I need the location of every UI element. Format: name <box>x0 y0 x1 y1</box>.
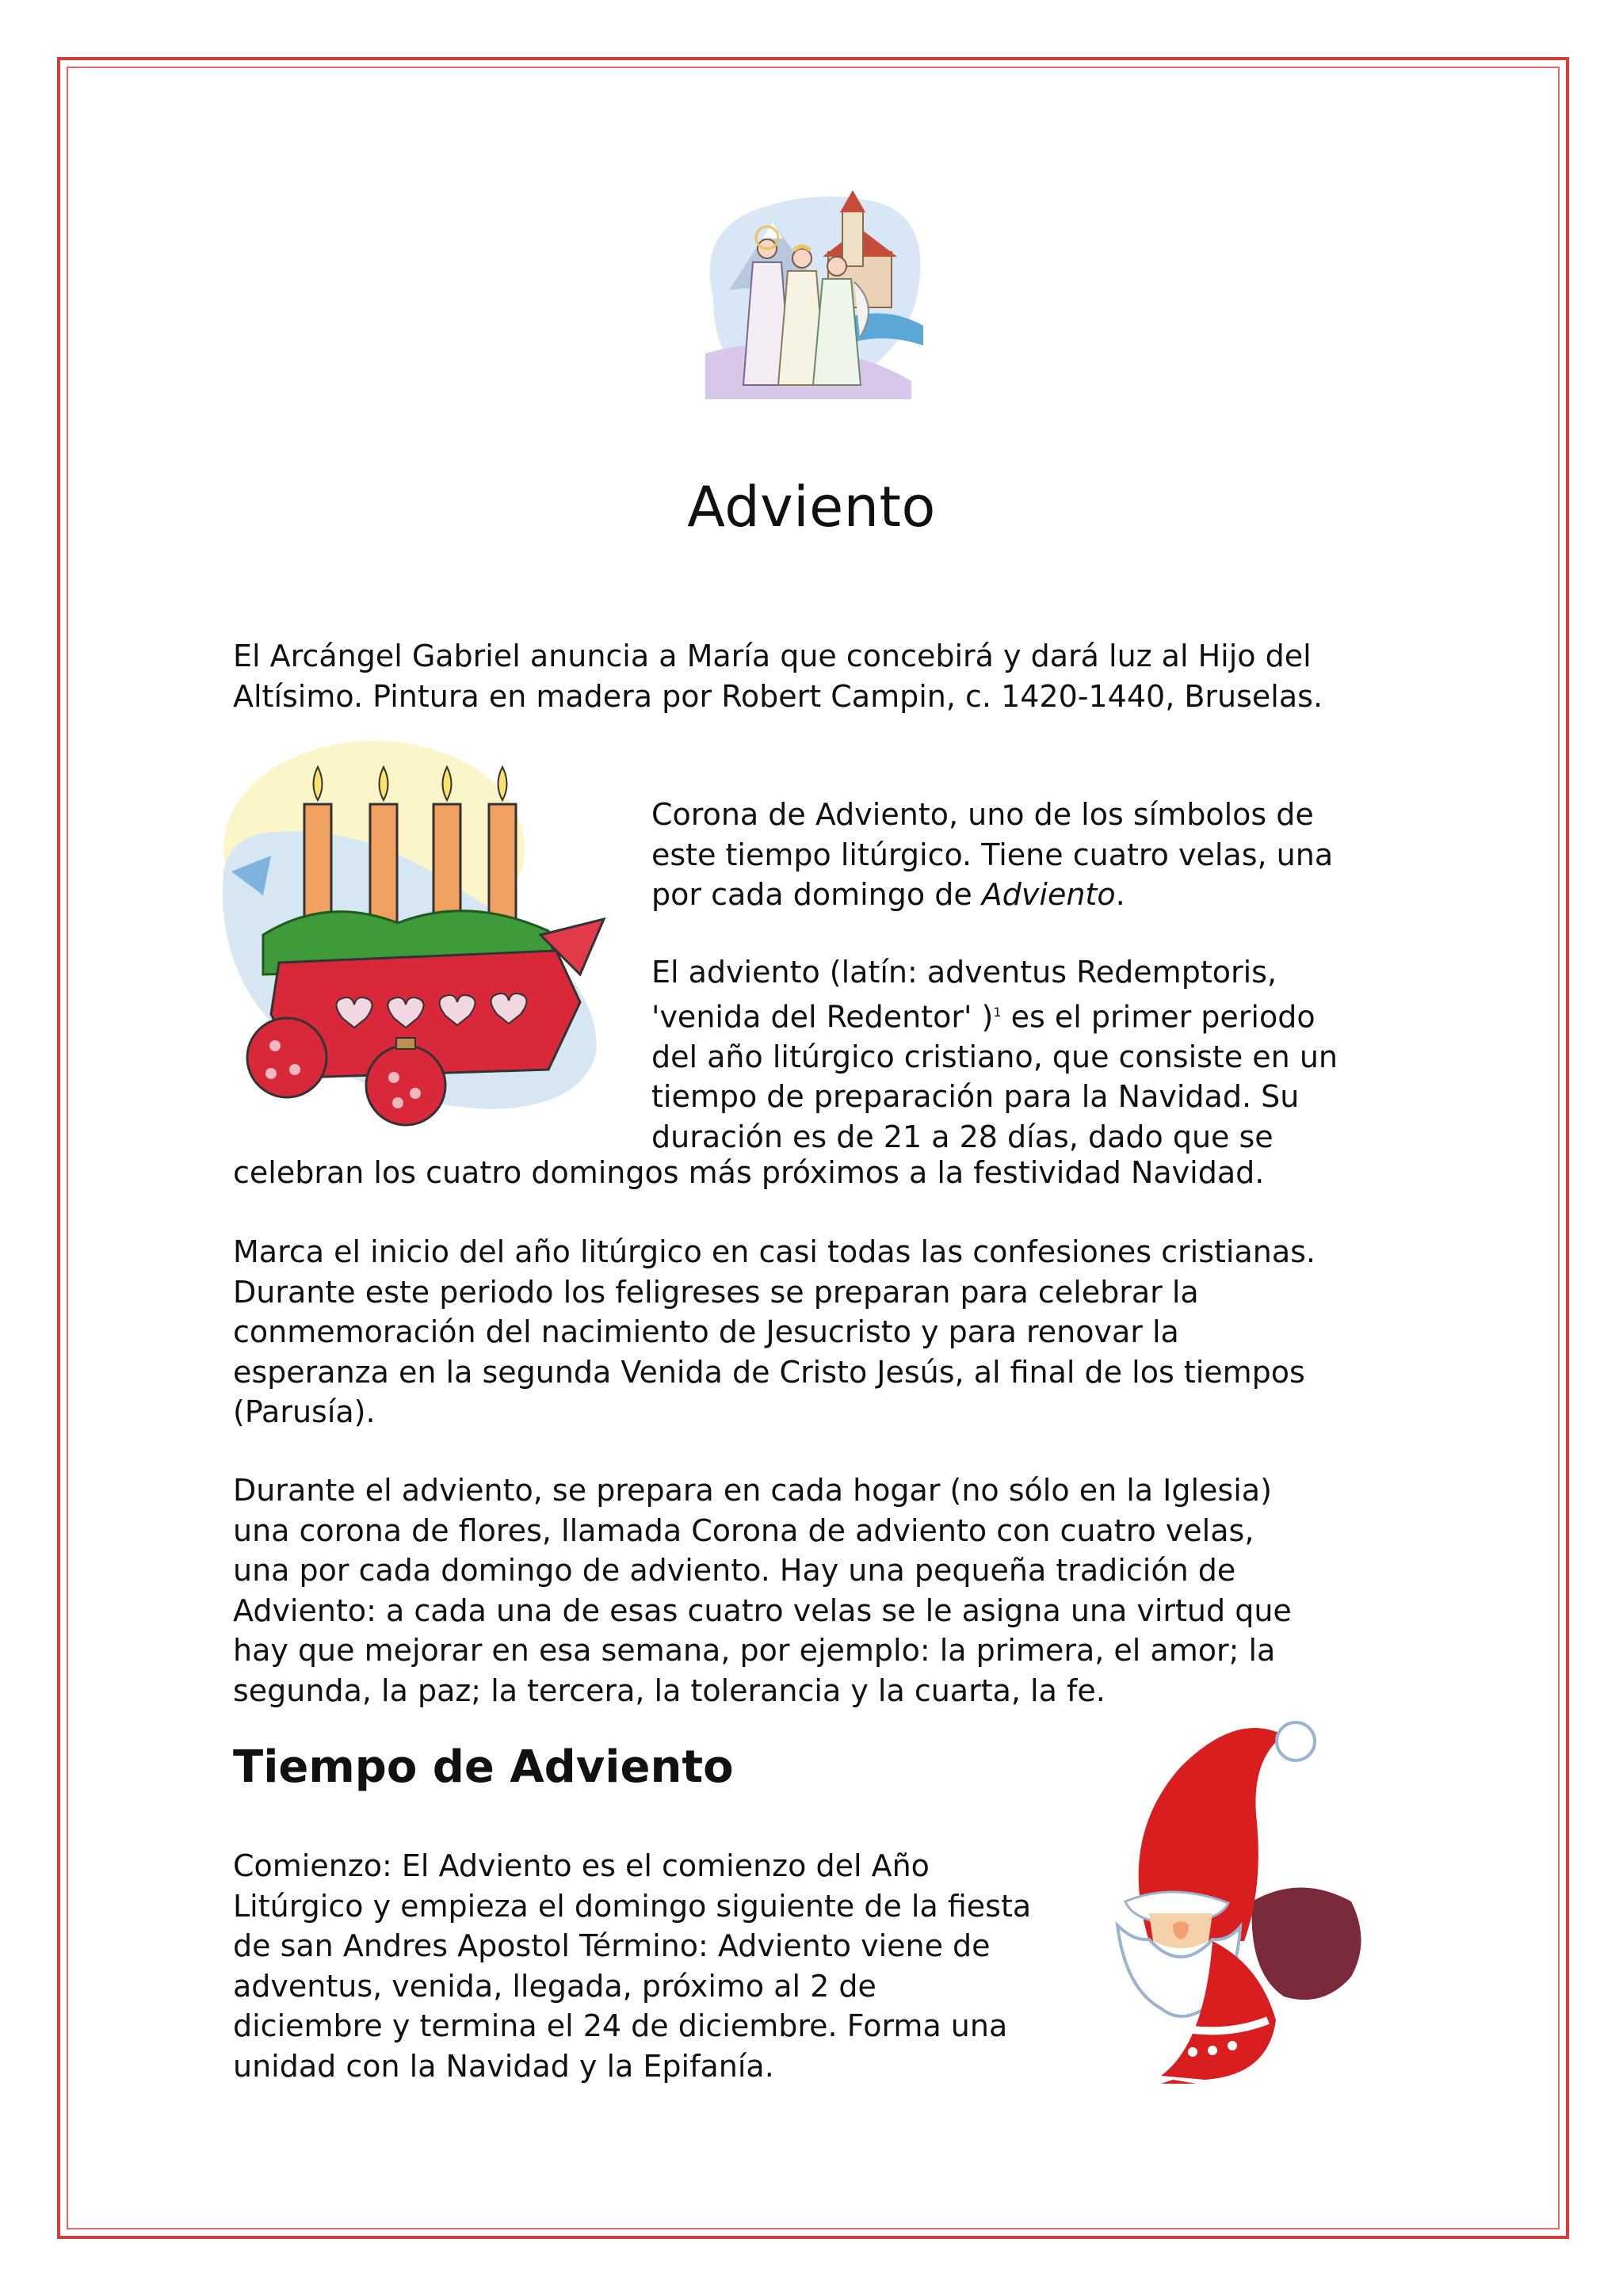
corona-paragraph <box>233 1470 1292 1711</box>
text-line: tiempo de preparación para la Navidad. Su <box>651 1079 1300 1115</box>
intro-caption <box>233 636 1323 716</box>
definition-paragraph <box>651 952 1338 1157</box>
section-heading: Tiempo de Adviento <box>233 1741 734 1793</box>
text-line: El adviento (latín: adventus Redemptoris, <box>651 955 1277 990</box>
text-line: celebran los cuatro domingos más próximos a la festividad Navidad. <box>233 1155 1265 1190</box>
text-line: El Arcángel Gabriel anuncia a María que concebirá y dará luz al Hijo del <box>233 639 1312 673</box>
text-line: Marca el inicio del año litúrgico en casi todas las confesiones cristianas. <box>233 1234 1316 1269</box>
text-line: duración es de 21 a 28 días, dado que se <box>651 1119 1274 1154</box>
text-line: Litúrgico y empieza el domingo siguiente de la fiesta <box>233 1888 1032 1924</box>
text-span: . <box>1115 877 1125 912</box>
definition-last-line <box>233 1153 1264 1193</box>
text-line: Adviento: a cada una de esas cuatro velas se le asigna una virtud que <box>233 1592 1292 1628</box>
text-span: por cada domingo de <box>651 877 982 912</box>
footnote-ref[interactable]: 1 <box>993 1004 1002 1020</box>
text-line <box>651 993 1338 1037</box>
advent-wreath-illustration <box>208 737 620 1141</box>
text-line: diciembre y termina el 24 de diciembre. Forma una <box>233 2008 1008 2043</box>
text-line: una corona de flores, llamada Corona de adviento con cuatro velas, <box>233 1512 1254 1548</box>
text-line: adventus, venida, llegada, próximo al 2 de <box>233 1968 876 2004</box>
text-line: del año litúrgico cristiano, que consiste en un <box>651 1039 1338 1074</box>
text-line: segunda, la paz; la tercera, la tolerancia y la cuarta, la fe. <box>233 1672 1106 1708</box>
text-line: (Parusía). <box>233 1394 376 1429</box>
text-line <box>651 875 1333 915</box>
wreath-caption <box>651 795 1333 915</box>
text-line: hay que mejorar en esa semana, por ejemplo: la primera, el amor; la <box>233 1633 1276 1668</box>
flame <box>498 767 507 800</box>
text-line: de san Andres Apostol Término: Adviento viene de <box>233 1928 991 1963</box>
text-line: Corona de Adviento, uno de los símbolos de <box>651 797 1314 832</box>
angels-church-illustration <box>697 187 927 399</box>
church-tower <box>842 211 863 266</box>
santa-sack <box>1252 1888 1361 2000</box>
text-line: conmemoración del nacimiento de Jesucristo y para renovar la <box>233 1314 1179 1349</box>
inicio-paragraph <box>233 1232 1316 1432</box>
text-line: Durante el adviento, se prepara en cada hogar (no sólo en la Iglesia) <box>233 1473 1272 1508</box>
ornament-left <box>247 1018 327 1097</box>
page-title: Adviento <box>687 474 936 540</box>
hat-pompom <box>1277 1722 1315 1760</box>
text-span: 'venida del Redentor' ) <box>651 999 994 1035</box>
text-line: unidad con la Navidad y la Epifanía. <box>233 2048 774 2084</box>
text-line: Comienzo: El Adviento es el comienzo del Año <box>233 1848 930 1883</box>
text-line: este tiempo litúrgico. Tiene cuatro velas, una <box>651 837 1334 872</box>
emphasis-text: Adviento <box>981 877 1116 912</box>
santa-illustration <box>1086 1703 1371 2084</box>
santa-leg <box>1161 2080 1197 2084</box>
text-span: es el primer periodo <box>1001 999 1316 1035</box>
text-line: Altísimo. Pintura en madera por Robert Campin, c. 1420-1440, Bruselas. <box>233 678 1323 714</box>
text-line: esperanza en la segunda Venida de Cristo Jesús, al final de los tiempos <box>233 1354 1305 1390</box>
text-line: una por cada domingo de adviento. Hay una pequeña tradición de <box>233 1553 1236 1588</box>
tiempo-paragraph <box>233 1846 1031 2086</box>
text-line: Durante este periodo los feligreses se preparan para celebrar la <box>233 1274 1199 1310</box>
